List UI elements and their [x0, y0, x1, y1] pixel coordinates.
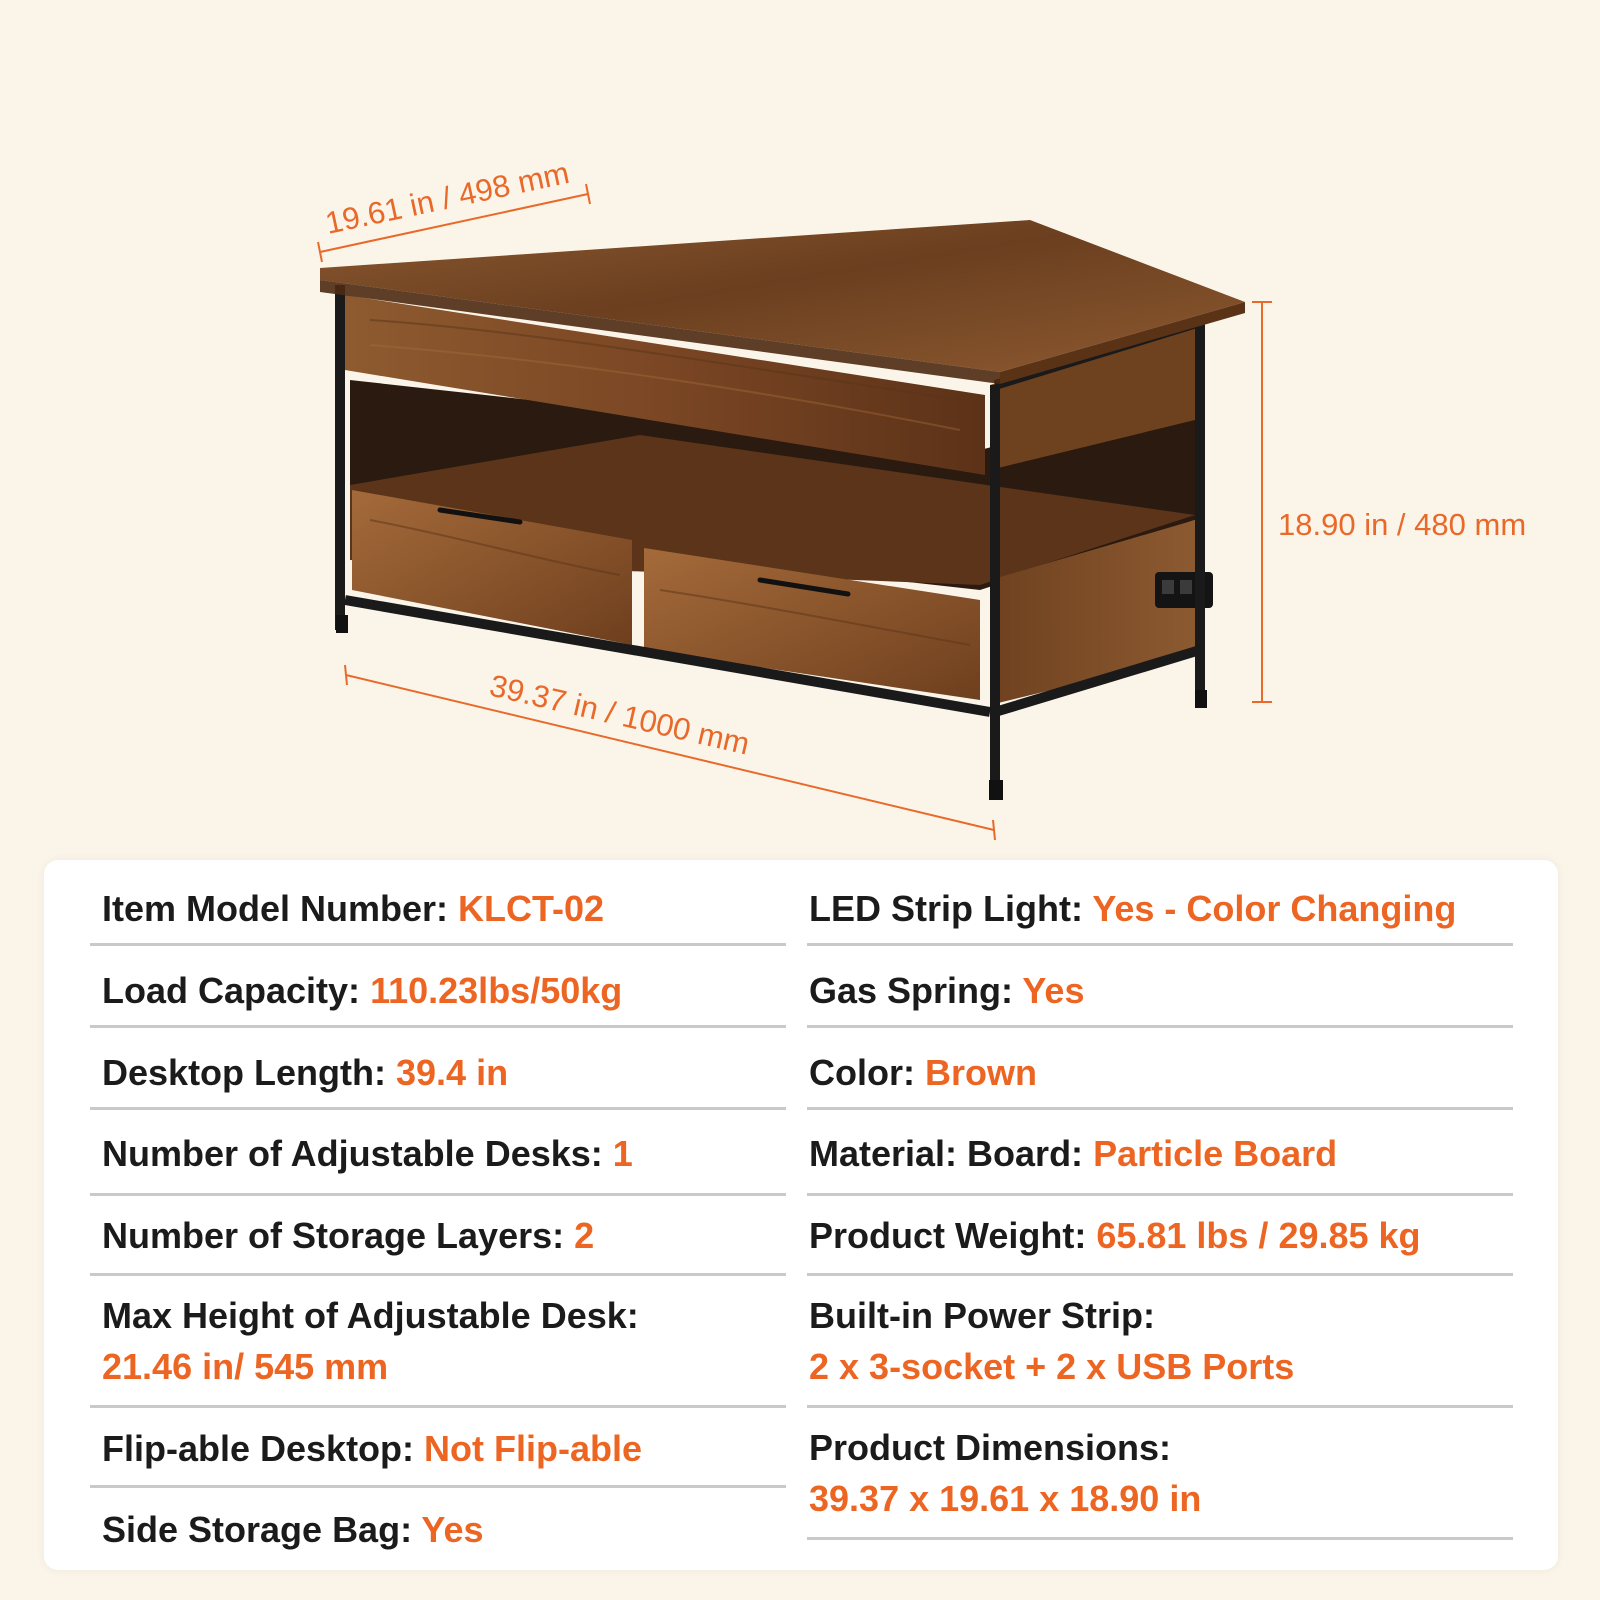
spec-label: Material: Board:	[809, 1133, 1084, 1174]
spec-product-dimensions	[809, 1422, 1201, 1524]
spec-value: 39.37 x 19.61 x 18.90 in	[809, 1478, 1202, 1519]
spec-label: Product Dimensions:	[809, 1427, 1172, 1468]
spec-label: Max Height of Adjustable Desk:	[102, 1295, 639, 1336]
spec-desktop-length	[102, 1047, 508, 1098]
spec-value: Particle Board	[1093, 1133, 1338, 1174]
row-divider	[807, 1025, 1513, 1028]
spec-value: Brown	[925, 1052, 1037, 1093]
spec-color	[809, 1047, 1037, 1098]
spec-table	[44, 860, 1558, 1570]
spec-value: Not Flip-able	[424, 1428, 643, 1469]
row-divider	[90, 1273, 786, 1276]
coffee-table	[320, 220, 1245, 800]
spec-side-storage-bag	[102, 1504, 484, 1555]
spec-led-strip-light	[809, 883, 1456, 934]
spec-value: 65.81 lbs / 29.85 kg	[1096, 1215, 1421, 1256]
row-divider	[90, 1025, 786, 1028]
depth-dimension-label: 19.61 in / 498 mm	[322, 155, 573, 241]
spec-value: KLCT-02	[458, 888, 605, 929]
spec-adjustable-desks	[102, 1128, 633, 1179]
spec-label: Gas Spring:	[809, 970, 1014, 1011]
spec-value: 2	[574, 1215, 595, 1256]
row-divider	[807, 1537, 1513, 1540]
spec-product-weight	[809, 1210, 1421, 1261]
row-divider	[90, 943, 786, 946]
spec-label: Flip-able Desktop:	[102, 1428, 415, 1469]
spec-label: Desktop Length:	[102, 1052, 386, 1093]
spec-power-strip	[809, 1290, 1294, 1392]
spec-label: Item Model Number:	[102, 888, 449, 929]
row-divider	[807, 1193, 1513, 1196]
spec-load-capacity	[102, 965, 622, 1016]
row-divider	[90, 1107, 786, 1110]
spec-label: Number of Adjustable Desks:	[102, 1133, 603, 1174]
spec-label: Load Capacity:	[102, 970, 361, 1011]
row-divider	[807, 1273, 1513, 1276]
spec-value: Yes	[421, 1509, 484, 1550]
spec-material	[809, 1128, 1337, 1179]
spec-label: Color:	[809, 1052, 915, 1093]
spec-max-height	[102, 1290, 639, 1392]
spec-label: Side Storage Bag:	[102, 1509, 413, 1550]
width-dimension-label: 39.37 in / 1000 mm	[486, 667, 753, 762]
spec-model-number	[102, 883, 604, 934]
spec-value: 2 x 3-socket + 2 x USB Ports	[809, 1346, 1295, 1387]
spec-value: 39.4 in	[396, 1052, 509, 1093]
spec-gas-spring	[809, 965, 1084, 1016]
row-divider	[807, 1405, 1513, 1408]
row-divider	[90, 1193, 786, 1196]
spec-value: Yes - Color Changing	[1092, 888, 1457, 929]
spec-flipable-desktop	[102, 1423, 642, 1474]
spec-label: LED Strip Light:	[809, 888, 1083, 929]
spec-label: Built-in Power Strip:	[809, 1295, 1155, 1336]
spec-storage-layers	[102, 1210, 594, 1261]
spec-value: Yes	[1022, 970, 1085, 1011]
spec-value: 21.46 in/ 545 mm	[102, 1346, 389, 1387]
spec-value: 1	[612, 1133, 633, 1174]
row-divider	[90, 1405, 786, 1408]
spec-value: 110.23lbs/50kg	[370, 970, 623, 1011]
row-divider	[90, 1485, 786, 1488]
spec-label: Number of Storage Layers:	[102, 1215, 565, 1256]
row-divider	[807, 1107, 1513, 1110]
row-divider	[807, 943, 1513, 946]
spec-label: Product Weight:	[809, 1215, 1087, 1256]
height-dimension-label: 18.90 in / 480 mm	[1278, 507, 1527, 542]
